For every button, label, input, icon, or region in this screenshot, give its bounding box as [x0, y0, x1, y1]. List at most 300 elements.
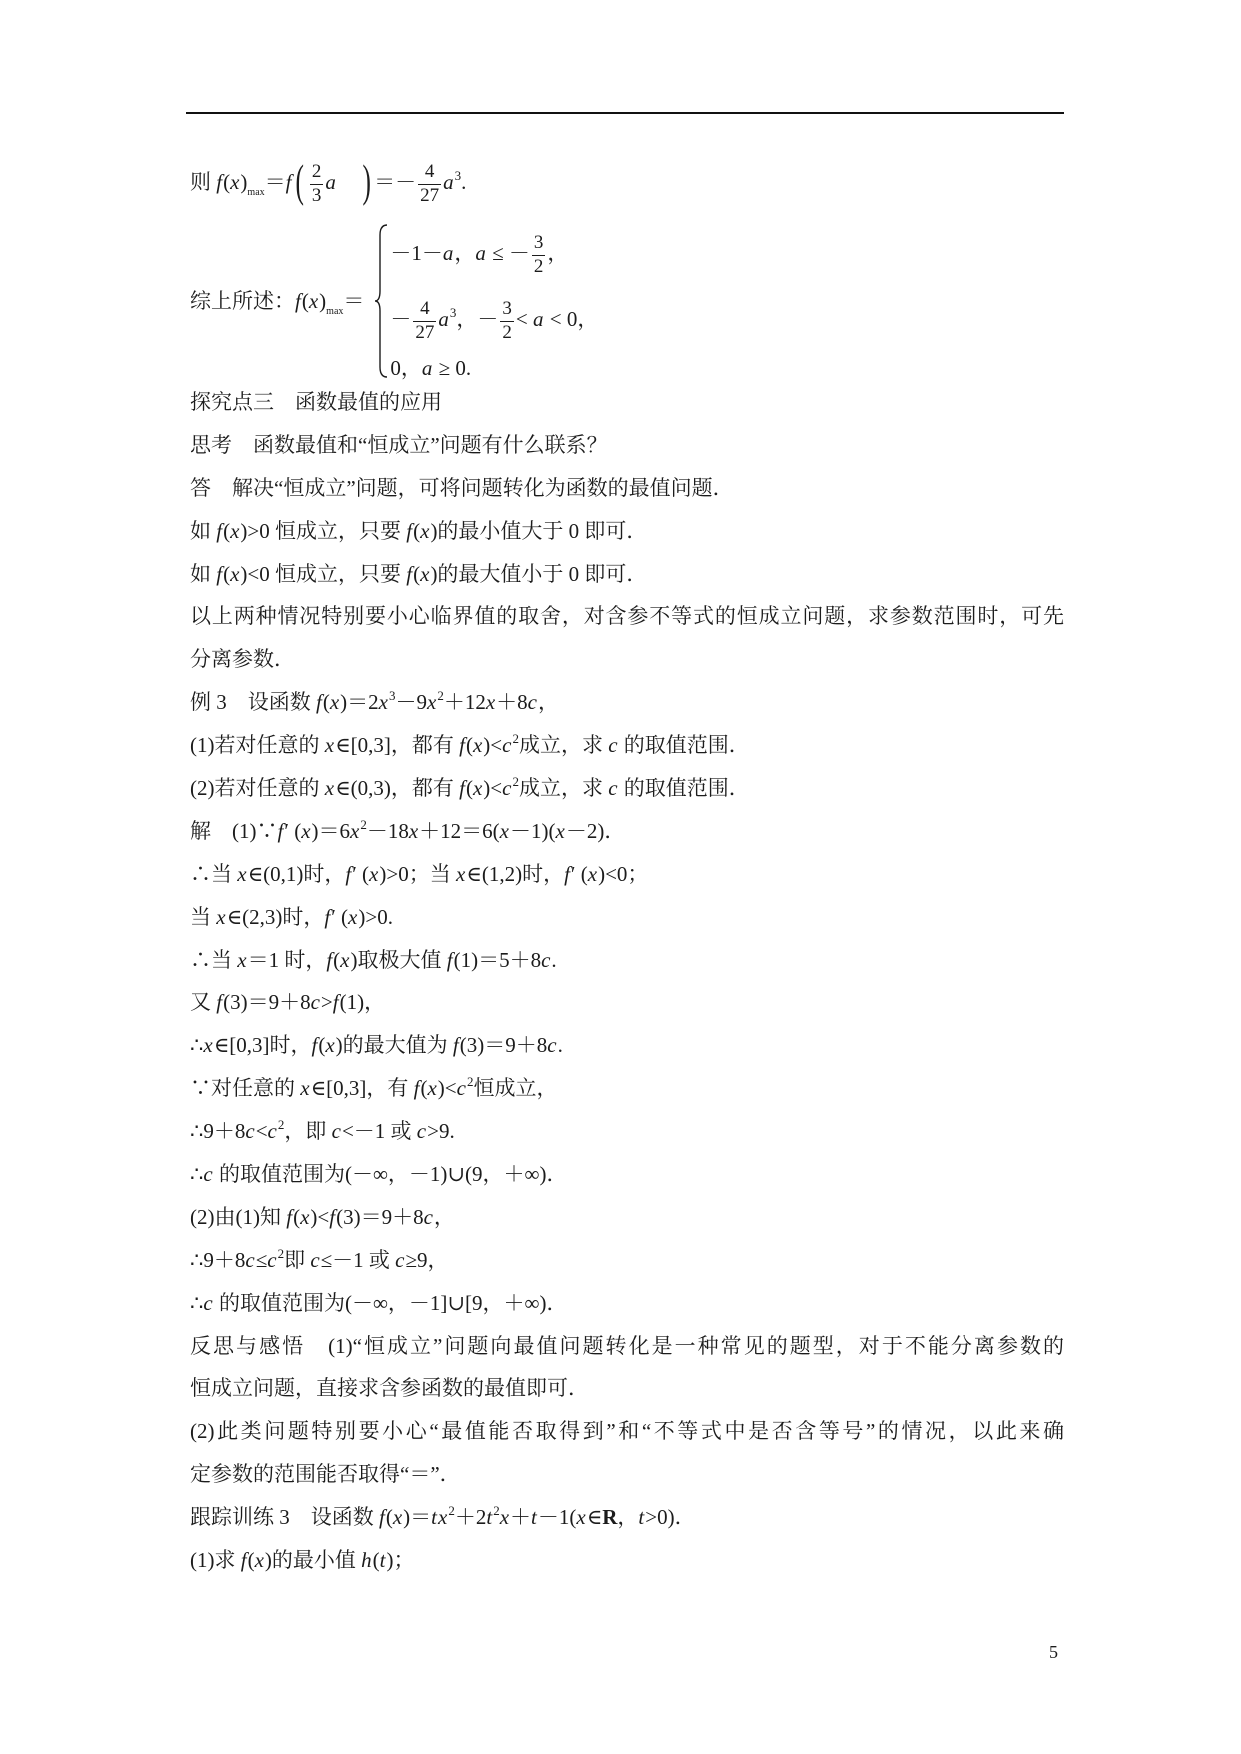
text-run: (	[223, 561, 231, 586]
math-variable: f	[345, 861, 352, 886]
superscript: 3	[454, 167, 462, 183]
fraction-numerator: 3	[500, 298, 514, 322]
math-variable: c	[416, 1119, 427, 1144]
math-variable: x	[576, 1505, 586, 1530]
text-run: ，	[433, 1204, 455, 1229]
text-run: (2)若对任意的	[190, 776, 325, 801]
math-variable: x	[254, 1548, 264, 1573]
text-run: .	[557, 1033, 563, 1058]
case-formula	[390, 298, 598, 345]
text-run: 反思与感悟 (1)“恒成立”问题向最值问题转化是一种常见的题型，对于不能分离参数的	[190, 1333, 1064, 1358]
math-variable: f	[446, 947, 453, 972]
math-variable: x	[308, 289, 319, 313]
text-run: 的取值范围．	[618, 776, 750, 801]
superscript: 2	[448, 1503, 455, 1519]
math-variable: a	[325, 169, 336, 194]
math-variable: f	[216, 561, 223, 586]
math-variable: x	[472, 776, 483, 801]
math-variable: x	[237, 947, 247, 972]
text-run: )>0 恒成立，只要	[240, 518, 407, 543]
max-value-line	[190, 152, 466, 216]
text-run: ′ (	[352, 861, 370, 886]
fraction-denominator: 2	[502, 321, 512, 343]
math-variable: t	[638, 1505, 645, 1530]
math-variable: c	[203, 1162, 213, 1187]
text-run: 恒成立问题，直接求含参函数的最值即可．	[190, 1376, 589, 1401]
math-variable: c	[245, 1247, 255, 1272]
text-run: 定参数的范围能否取得“＝”．	[190, 1462, 461, 1487]
text-run: ＋2	[454, 1505, 487, 1530]
text-run: 答 解决“恒成立”问题，可将问题转化为函数的最值问题．	[190, 475, 734, 500]
superscript: 2	[466, 1074, 474, 1090]
text-run: ∈	[586, 1505, 603, 1530]
math-variable: x	[329, 690, 340, 715]
case-formula	[390, 352, 471, 382]
text-run: )＝	[403, 1505, 432, 1530]
text-run: ∈[0,3]，有	[310, 1076, 414, 1101]
text-run: (3)＝9＋8	[459, 1033, 548, 1058]
math-variable: x	[230, 169, 240, 194]
text-run: (2)由(1)知	[190, 1204, 287, 1229]
text-run: )<	[310, 1204, 330, 1229]
text-run: (1)＝5＋8	[453, 947, 542, 972]
math-variable: f	[286, 1204, 293, 1229]
text-run: (1)求	[190, 1548, 241, 1573]
text-run: ∴当	[190, 947, 238, 972]
text-run: (3)＝9＋8	[223, 990, 311, 1015]
text-run: 恒成立，	[473, 1076, 558, 1101]
text-run: )<	[437, 1076, 457, 1101]
text-line	[190, 853, 1064, 896]
text-run: )>0；当	[379, 861, 456, 886]
text-run: (	[301, 289, 309, 313]
text-run: 成立，求	[518, 733, 609, 758]
text-run: ，－	[456, 306, 499, 331]
subscript: max	[247, 186, 265, 198]
superscript: 2	[277, 1245, 285, 1261]
math-variable: f	[406, 518, 413, 543]
text-run: ∴	[190, 1162, 204, 1187]
math-variable: c	[267, 1119, 277, 1144]
text-run: 又	[190, 990, 217, 1015]
superscript: 3	[389, 688, 396, 704]
math-variable: a	[475, 240, 486, 265]
text-run: )的最大值为	[335, 1033, 453, 1058]
math-variable: x	[587, 861, 598, 886]
text-line	[190, 595, 1064, 638]
math-variable: f	[295, 289, 301, 313]
math-variable: x	[203, 1033, 213, 1058]
math-variable: x	[427, 690, 437, 715]
text-line	[190, 981, 1064, 1024]
text-run: －	[390, 306, 412, 331]
text-run: )＝2	[340, 690, 379, 715]
text-run: ∈(1,2)时，	[466, 861, 565, 886]
text-run: ，	[547, 240, 569, 265]
math-variable: f	[311, 1033, 318, 1058]
text-line	[190, 939, 1064, 982]
fraction	[500, 298, 514, 345]
math-variable: c	[608, 733, 618, 758]
text-run: )>0.	[358, 904, 393, 929]
math-variable: f	[326, 947, 333, 972]
math-variable: x	[230, 561, 240, 586]
math-variable: x	[499, 818, 509, 843]
text-line	[190, 424, 1064, 467]
fraction-numerator: 3	[532, 232, 546, 256]
math-variable: c	[527, 690, 537, 715]
text-run: ′ (	[284, 818, 302, 843]
header-rule	[186, 112, 1064, 114]
math-variable: c	[502, 776, 512, 801]
text-line	[190, 1282, 1064, 1325]
text-line	[190, 510, 1064, 553]
case-formula	[390, 232, 568, 279]
text-run: 分离参数．	[190, 647, 295, 672]
math-variable: c	[310, 1247, 320, 1272]
math-variable: x	[455, 861, 466, 886]
text-line	[190, 553, 1064, 596]
fraction-numerator: 2	[310, 161, 324, 185]
text-run: ∈[0,3]，都有	[335, 733, 460, 758]
math-variable: f	[285, 169, 292, 194]
text-run: )取极大值	[350, 947, 447, 972]
text-run: ≥9，	[405, 1247, 449, 1272]
math-variable: c	[608, 776, 618, 801]
math-variable: f	[406, 561, 413, 586]
text-run: (	[293, 1204, 301, 1229]
math-variable: x	[378, 690, 388, 715]
text-run: )	[319, 289, 327, 313]
fraction-denominator: 3	[311, 184, 322, 206]
fraction-denominator: 27	[420, 184, 440, 206]
math-variable: x	[350, 818, 360, 843]
text-run: ，	[454, 240, 476, 265]
text-run: )<	[483, 776, 503, 801]
text-run: (3)＝9＋8	[336, 1204, 424, 1229]
text-line	[190, 767, 1064, 810]
math-variable: f	[324, 904, 331, 929]
math-variable: t	[486, 1505, 493, 1530]
text-run: 跟踪训练 3 设函数	[190, 1505, 379, 1530]
page-number: 5	[1049, 1642, 1058, 1662]
math-variable: x	[472, 733, 483, 758]
math-variable: f	[379, 1505, 385, 1530]
text-run: <－1 或	[341, 1119, 417, 1144]
text-run: ＝1 时，	[247, 947, 327, 972]
text-run: ，	[617, 1505, 639, 1530]
left-brace-icon	[374, 223, 388, 379]
math-variable: f	[413, 1076, 420, 1101]
math-variable: x	[427, 1076, 437, 1101]
math-variable: x	[340, 947, 350, 972]
text-line	[190, 467, 1064, 510]
text-run: 的取值范围为(－∞，－1]∪[9，＋∞)．	[213, 1290, 568, 1315]
math-variable: c	[331, 1119, 341, 1144]
math-variable: f	[459, 776, 465, 801]
text-line	[190, 724, 1064, 767]
math-variable: x	[230, 518, 240, 543]
text-run: <	[515, 306, 533, 331]
math-variable: f	[216, 169, 223, 194]
piecewise-case	[390, 290, 598, 352]
text-run: )；	[386, 1548, 415, 1573]
text-run: 的取值范围为(－∞，－1)∪(9，＋∞)．	[213, 1162, 568, 1187]
text-run: ≤	[255, 1247, 268, 1272]
large-parenthesis: )	[362, 155, 371, 206]
text-run: )	[240, 169, 248, 194]
math-variable: t	[431, 1505, 438, 1530]
math-variable: x	[348, 904, 358, 929]
text-line	[190, 1239, 1064, 1282]
text-run: (	[413, 518, 421, 543]
fraction	[532, 232, 546, 279]
text-run: ′ (	[331, 904, 349, 929]
fraction-numerator: 4	[413, 298, 436, 322]
superscript: 2	[360, 816, 367, 832]
math-variable: f	[316, 690, 322, 715]
superscript: 2	[512, 774, 519, 790]
math-variable: x	[438, 1505, 448, 1530]
text-run: ≤－1 或	[320, 1247, 396, 1272]
math-variable: x	[216, 904, 226, 929]
large-parenthesis: (	[295, 155, 305, 206]
math-variable: x	[392, 1505, 403, 1530]
text-run: .	[461, 169, 467, 194]
math-variable: f	[240, 1548, 247, 1573]
math-variable: c	[267, 1247, 277, 1272]
math-variable: a	[438, 306, 449, 331]
text-run: (	[247, 1548, 255, 1573]
text-run: )<0 恒成立，只要	[240, 561, 407, 586]
math-variable: a	[532, 306, 544, 331]
superscript: 2	[277, 1117, 285, 1133]
math-variable: x	[369, 861, 379, 886]
text-run: 解 (1)∵	[190, 818, 278, 843]
text-line	[190, 681, 1064, 724]
text-run: ∈(0,3)，都有	[335, 776, 460, 801]
text-run: < 0，	[544, 306, 599, 331]
math-variable: c	[245, 1119, 255, 1144]
math-variable: f	[452, 1033, 459, 1058]
text-line	[190, 1024, 1064, 1067]
text-run: －9	[395, 690, 427, 715]
math-variable: x	[300, 1076, 310, 1101]
math-variable: x	[420, 561, 430, 586]
text-line	[190, 810, 1064, 853]
text-run: ∈[0,3]时，	[213, 1033, 312, 1058]
text-run: (	[372, 1548, 380, 1573]
text-run: (	[413, 561, 421, 586]
text-run: (	[318, 1033, 326, 1058]
text-run: ∴9＋8	[190, 1247, 246, 1272]
text-run: <	[255, 1119, 268, 1144]
math-variable: f	[329, 1204, 336, 1229]
math-variable: a	[442, 240, 454, 265]
text-run: 则	[190, 169, 217, 194]
text-run: －1(	[537, 1505, 577, 1530]
math-variable: c	[502, 733, 512, 758]
text-run: )的最大值小于 0 即可．	[430, 561, 648, 586]
math-variable: x	[485, 690, 496, 715]
text-run: －2)．	[565, 818, 626, 843]
math-variable: x	[555, 818, 565, 843]
text-run: 成立，求	[518, 776, 609, 801]
text-run: ∴	[190, 1290, 204, 1315]
text-run: 探究点三 函数最值的应用	[190, 390, 442, 414]
text-run: ＋12＝6(	[419, 818, 500, 843]
text-line	[190, 896, 1064, 939]
text-run: (	[385, 1505, 393, 1530]
piecewise-case	[390, 352, 598, 382]
text-line	[190, 381, 1064, 424]
math-variable: c	[547, 1033, 557, 1058]
bold-set-symbol: R	[602, 1505, 618, 1530]
fraction	[310, 161, 324, 208]
text-line	[190, 1496, 1064, 1539]
text-run: ＝－	[374, 169, 417, 194]
text-run: ′ (	[570, 861, 588, 886]
text-run: ∈(2,3)时，	[226, 904, 325, 929]
superscript: 2	[512, 731, 519, 747]
math-variable: t	[379, 1548, 386, 1573]
text-run: .	[551, 947, 557, 972]
text-line	[190, 1196, 1064, 1239]
text-run: ＋	[510, 1505, 532, 1530]
text-run: －1－	[390, 240, 443, 265]
text-run: ≤ －	[486, 240, 530, 265]
superscript: 2	[493, 1503, 500, 1519]
math-variable: c	[423, 1204, 433, 1229]
fraction	[418, 161, 441, 208]
text-run: ∈(0,1)时，	[247, 861, 346, 886]
text-run: ∵对任意的	[190, 1076, 301, 1101]
text-run: (	[223, 518, 231, 543]
math-variable: f	[216, 990, 223, 1015]
math-variable: a	[443, 169, 454, 194]
superscript: 3	[449, 304, 457, 320]
math-variable: f	[277, 818, 284, 843]
text-line	[190, 638, 1064, 681]
math-variable: x	[301, 818, 311, 843]
fraction-denominator: 2	[533, 255, 544, 277]
text-run: ，	[537, 690, 559, 715]
math-variable: c	[310, 990, 320, 1015]
text-line	[190, 1410, 1064, 1453]
math-variable: c	[541, 947, 551, 972]
math-variable: x	[325, 1033, 335, 1058]
text-line	[190, 1067, 1064, 1110]
text-line	[190, 1325, 1064, 1368]
math-variable: f	[332, 990, 339, 1015]
text-run: 综上所述：	[190, 289, 295, 313]
text-run: (	[223, 169, 231, 194]
math-variable: f	[216, 518, 223, 543]
text-run: ∴9＋8	[190, 1119, 246, 1144]
superscript: 2	[437, 688, 444, 704]
piecewise-summary	[190, 220, 598, 382]
fraction	[413, 298, 436, 345]
text-run: (1)若对任意的	[190, 733, 325, 758]
max-value-formula	[190, 155, 467, 208]
math-variable: f	[564, 861, 570, 886]
text-run: ≥ 0.	[433, 356, 472, 380]
math-variable: x	[300, 1204, 310, 1229]
math-variable: h	[361, 1548, 372, 1573]
text-line	[190, 1110, 1064, 1153]
math-variable: x	[499, 1505, 510, 1530]
math-variable: a	[421, 356, 433, 380]
text-line	[190, 1153, 1064, 1196]
text-line	[190, 1453, 1064, 1496]
fraction-denominator: 27	[415, 321, 435, 343]
math-variable: x	[324, 776, 335, 801]
text-run: －1)(	[510, 818, 556, 843]
text-run: ∴	[190, 1033, 204, 1058]
math-variable: x	[324, 733, 335, 758]
body-text	[190, 381, 1064, 1582]
text-run: >9.	[427, 1119, 455, 1144]
text-run: ＋8	[496, 690, 528, 715]
text-run: (2)此类问题特别要小心“最值能否取得到”和“不等式中是否含等号”的情况，以此来确	[190, 1419, 1064, 1444]
piecewise-label	[190, 285, 364, 317]
text-run: >	[320, 990, 333, 1015]
text-line	[190, 1367, 1064, 1410]
fraction-numerator: 4	[418, 161, 441, 185]
text-run: 即	[284, 1247, 311, 1272]
text-run: 如	[190, 561, 217, 586]
text-run: )<	[483, 733, 503, 758]
text-run: (1)，	[339, 990, 386, 1015]
text-run: 当	[190, 904, 217, 929]
text-run: (	[333, 947, 341, 972]
text-run: ＝	[264, 169, 286, 194]
text-run: (	[322, 690, 330, 715]
text-run: ，即	[284, 1119, 332, 1144]
math-variable: c	[203, 1290, 213, 1315]
math-variable: t	[531, 1505, 537, 1530]
text-run: >0)．	[645, 1505, 696, 1530]
text-line	[190, 1539, 1064, 1582]
text-run: )的最小值	[264, 1548, 362, 1573]
math-variable: x	[408, 818, 419, 843]
text-run: (	[465, 733, 473, 758]
text-run: ＋12	[443, 690, 486, 715]
text-run: (	[465, 776, 473, 801]
text-run: )<0；	[598, 861, 649, 886]
math-variable: c	[395, 1247, 405, 1272]
piecewise-cases	[390, 220, 598, 382]
text-run: ∴当	[190, 861, 238, 886]
text-run: 如	[190, 518, 217, 543]
text-run: )＝6	[311, 818, 351, 843]
text-run: 思考 函数最值和“恒成立”问题有什么联系？	[190, 432, 608, 457]
text-run: 0，	[390, 356, 422, 380]
text-run: (	[420, 1076, 428, 1101]
piecewise-case	[390, 220, 598, 290]
math-variable: c	[456, 1076, 466, 1101]
text-run: )的最小值大于 0 即可．	[430, 518, 648, 543]
math-variable: x	[237, 861, 247, 886]
text-run: －18	[366, 818, 409, 843]
text-run: 以上两种情况特别要小心临界值的取舍，对含参不等式的恒成立问题，求参数范围时，可先	[190, 604, 1064, 629]
subscript: max	[326, 306, 344, 317]
text-run: 例 3 设函数	[190, 690, 316, 715]
text-run: ＝	[343, 289, 365, 313]
math-variable: f	[459, 733, 465, 758]
math-variable: x	[420, 518, 430, 543]
text-run: 的取值范围．	[618, 733, 750, 758]
